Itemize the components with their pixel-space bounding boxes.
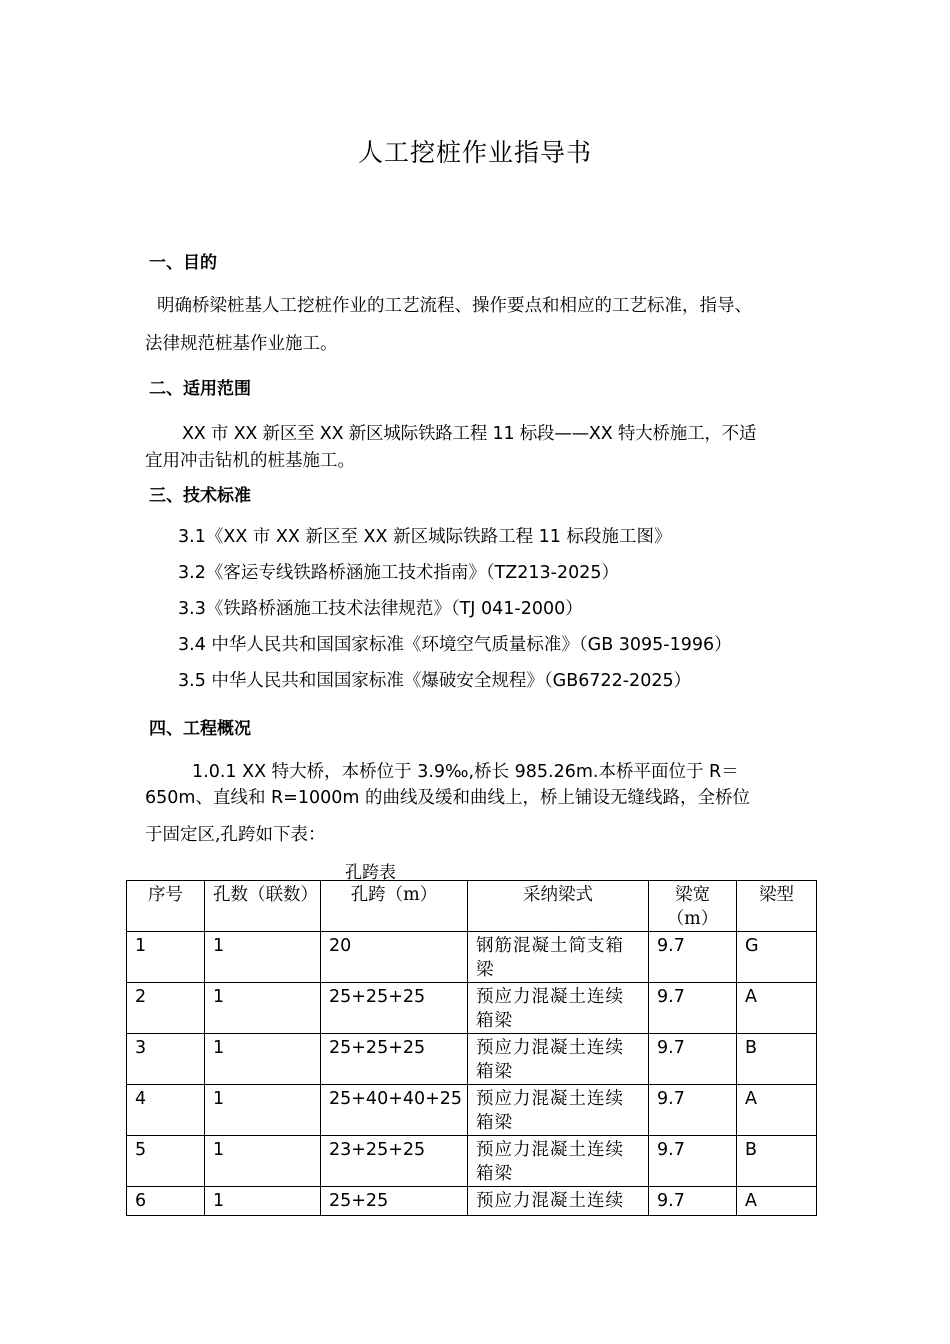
cell-count: 1: [205, 1136, 321, 1187]
cell-index: 6: [127, 1187, 205, 1216]
cell-beam-type: 预应力混凝土连续箱梁: [468, 1085, 649, 1136]
overview-text-line-2: 650m、直线和 R=1000m 的曲线及缓和曲线上，桥上铺设无缝线路，全桥位: [145, 788, 750, 808]
section-heading-scope: 二、适用范围: [149, 379, 251, 399]
cell-beam-width: 9.7: [649, 932, 737, 983]
cell-beam-model: A: [737, 983, 817, 1034]
cell-beam-width: 9.7: [649, 1187, 737, 1216]
standard-item-4: 3.4 中华人民共和国国家标准《环境空气质量标准》（GB 3095-1996）: [178, 635, 732, 655]
cell-beam-model: B: [737, 1136, 817, 1187]
cell-index: 1: [127, 932, 205, 983]
table-caption: 孔跨表: [345, 863, 396, 883]
table-row: [127, 1085, 817, 1136]
overview-text-line-3: 于固定区,孔跨如下表：: [145, 825, 326, 845]
span-table: [126, 880, 817, 1216]
header-span: 孔跨（m）: [321, 881, 468, 932]
standard-item-1: 3.1《XX 市 XX 新区至 XX 新区城际铁路工程 11 标段施工图》: [178, 527, 672, 547]
cell-count: 1: [205, 983, 321, 1034]
header-beam-type: 采纳梁式: [468, 881, 649, 932]
cell-count: 1: [205, 1187, 321, 1216]
scope-text-line-1: XX 市 XX 新区至 XX 新区城际铁路工程 11 标段——XX 特大桥施工，不适: [182, 424, 757, 444]
table-row: [127, 932, 817, 983]
cell-beam-width: 9.7: [649, 1136, 737, 1187]
cell-index: 4: [127, 1085, 205, 1136]
cell-beam-model: A: [737, 1085, 817, 1136]
section-heading-purpose: 一、目的: [149, 253, 217, 273]
section-heading-overview: 四、工程概况: [149, 719, 251, 739]
table-row: [127, 1034, 817, 1085]
cell-index: 3: [127, 1034, 205, 1085]
header-beam-model: 梁型: [737, 881, 817, 932]
cell-count: 1: [205, 1085, 321, 1136]
cell-count: 1: [205, 1034, 321, 1085]
cell-span: 25+25+25: [321, 983, 468, 1034]
cell-index: 2: [127, 983, 205, 1034]
overview-text-line-1: 1.0.1 XX 特大桥，本桥位于 3.9‰,桥长 985.26m.本桥平面位于 R＝: [192, 762, 739, 782]
header-beam-width: 梁宽（m）: [649, 881, 737, 932]
table-header-row: [127, 881, 817, 932]
cell-beam-type: 预应力混凝土连续: [468, 1187, 649, 1216]
cell-beam-model: B: [737, 1034, 817, 1085]
page-title: 人工挖桩作业指导书: [357, 138, 592, 167]
cell-beam-width: 9.7: [649, 983, 737, 1034]
standard-item-3: 3.3《铁路桥涵施工技术法律规范》（TJ 041-2000）: [178, 599, 583, 619]
cell-span: 20: [321, 932, 468, 983]
header-index: 序号: [127, 881, 205, 932]
section-heading-standards: 三、技术标准: [149, 486, 251, 506]
cell-index: 5: [127, 1136, 205, 1187]
cell-beam-model: G: [737, 932, 817, 983]
cell-beam-type: 预应力混凝土连续箱梁: [468, 1034, 649, 1085]
table-row: [127, 983, 817, 1034]
table-row: [127, 1187, 817, 1216]
cell-beam-model: A: [737, 1187, 817, 1216]
standard-item-2: 3.2《客运专线铁路桥涵施工技术指南》（TZ213-2025）: [178, 563, 620, 583]
standard-item-5: 3.5 中华人民共和国国家标准《爆破安全规程》（GB6722-2025）: [178, 671, 692, 691]
cell-beam-width: 9.7: [649, 1085, 737, 1136]
cell-span: 25+25+25: [321, 1034, 468, 1085]
cell-span: 25+40+40+25: [321, 1085, 468, 1136]
purpose-text-line-1: 明确桥梁桩基人工挖桩作业的工艺流程、操作要点和相应的工艺标准，指导、: [157, 296, 752, 316]
cell-beam-type: 钢筋混凝土简支箱梁: [468, 932, 649, 983]
cell-count: 1: [205, 932, 321, 983]
table-row: [127, 1136, 817, 1187]
cell-span: 23+25+25: [321, 1136, 468, 1187]
scope-text-line-2: 宜用冲击钻机的桩基施工。: [145, 451, 355, 471]
purpose-text-line-2: 法律规范桩基作业施工。: [145, 334, 338, 354]
cell-beam-width: 9.7: [649, 1034, 737, 1085]
cell-beam-type: 预应力混凝土连续箱梁: [468, 983, 649, 1034]
cell-beam-type: 预应力混凝土连续箱梁: [468, 1136, 649, 1187]
cell-span: 25+25: [321, 1187, 468, 1216]
header-count: 孔数（联数）: [205, 881, 321, 932]
